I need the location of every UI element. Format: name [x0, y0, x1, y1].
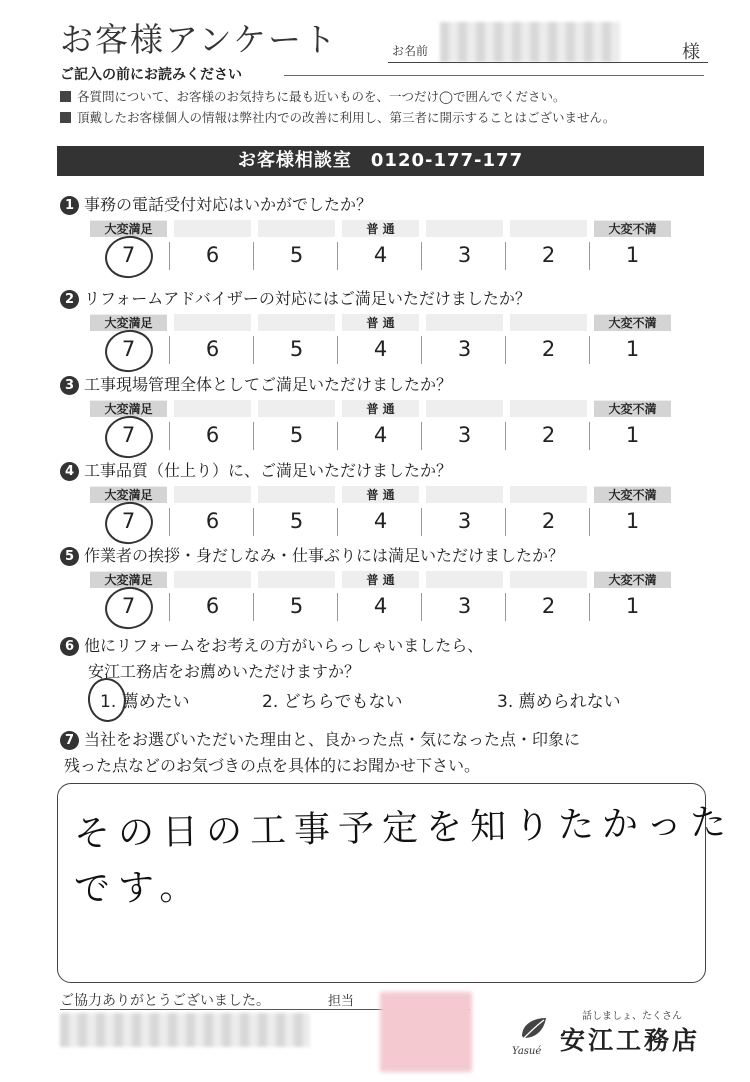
scale-divider — [337, 593, 338, 621]
rating-value: 6 — [205, 337, 220, 361]
scale-bar — [426, 571, 503, 588]
scale-caption: 大変満足 — [90, 401, 167, 417]
rating-value: 7 — [121, 509, 136, 533]
question-6-text-1: 他にリフォームをお考えの方がいらっしゃいましたら、 — [84, 636, 484, 655]
rating-option-5[interactable] — [255, 220, 338, 278]
scale-divider — [169, 422, 170, 450]
rating-value: 4 — [373, 337, 388, 361]
redacted-stamp — [380, 992, 472, 1072]
question-number-badge: 2 — [60, 290, 79, 309]
thanks-message: ご協力ありがとうございました。 — [60, 993, 270, 1009]
scale-caption: 大変満足 — [90, 221, 167, 237]
rating-option-6[interactable] — [171, 571, 254, 629]
scale-caption: 大変満足 — [90, 315, 167, 331]
question-6 — [60, 633, 483, 656]
scale-divider — [169, 593, 170, 621]
rating-value: 1 — [625, 509, 640, 533]
scale-caption: 大変不満 — [594, 221, 671, 237]
scale-divider — [505, 336, 506, 364]
scale-bar — [174, 571, 251, 588]
scale-caption: 大変満足 — [90, 487, 167, 503]
scale-bar — [174, 220, 251, 237]
rating-value: 2 — [541, 594, 556, 618]
notice-rule — [284, 75, 704, 76]
rating-option-1[interactable] — [591, 486, 674, 544]
rating-option-7[interactable] — [87, 400, 170, 458]
rating-value: 2 — [541, 243, 556, 267]
scale-caption: 普 通 — [366, 573, 395, 587]
scale-bar — [426, 400, 503, 417]
leaf-logo-icon — [516, 1012, 550, 1046]
question-1 — [60, 192, 372, 215]
scale-caption: 大変満足 — [90, 572, 167, 588]
rating-option-5[interactable] — [255, 571, 338, 629]
rating-option-3[interactable] — [423, 220, 506, 278]
rating-option-2[interactable] — [507, 400, 590, 458]
rating-value: 1 — [625, 337, 640, 361]
scale-caption: 大変不満 — [594, 401, 671, 417]
rating-value: 5 — [289, 423, 304, 447]
question-4 — [60, 458, 452, 481]
scale-divider — [253, 242, 254, 270]
rating-value: 1 — [625, 243, 640, 267]
rating-option-7[interactable] — [87, 314, 170, 372]
rating-value: 3 — [457, 423, 472, 447]
rating-value: 7 — [121, 423, 136, 447]
rating-value: 4 — [373, 509, 388, 533]
scale-divider — [337, 336, 338, 364]
rating-scale — [87, 400, 674, 458]
question-7-text-1: 当社をお選びいただいた理由と、良かった点・気になった点・印象に — [84, 730, 581, 749]
rating-option-1[interactable] — [591, 571, 674, 629]
rating-value: 7 — [121, 594, 136, 618]
scale-divider — [169, 508, 170, 536]
name-label: お名前 — [392, 44, 429, 58]
rating-value: 3 — [457, 337, 472, 361]
scale-divider — [505, 593, 506, 621]
rating-option-2[interactable] — [507, 486, 590, 544]
scale-caption: 普 通 — [366, 488, 395, 502]
rating-option-3[interactable] — [423, 314, 506, 372]
rating-value: 2 — [541, 509, 556, 533]
scale-divider — [589, 593, 590, 621]
scale-divider — [253, 593, 254, 621]
scale-divider — [253, 336, 254, 364]
company-logo-text: 安江工務店 — [560, 1026, 701, 1055]
rating-value: 5 — [289, 243, 304, 267]
question-2 — [60, 286, 531, 309]
scale-bar — [258, 314, 335, 331]
rating-option-6[interactable] — [171, 400, 254, 458]
question-text: 工事現場管理全体としてご満足いただけましたか？ — [84, 375, 453, 394]
rating-value: 7 — [121, 243, 136, 267]
rating-option-3[interactable] — [423, 571, 506, 629]
scale-bar — [510, 400, 587, 417]
question-3 — [60, 372, 452, 395]
rating-value: 4 — [373, 423, 388, 447]
honorific-label: 様 — [682, 42, 700, 63]
rating-value: 3 — [457, 243, 472, 267]
scale-divider — [253, 422, 254, 450]
customer-support-banner: お客様相談室 0120-177-177 — [57, 146, 704, 176]
question-text: 工事品質（仕上り）に、ご満足いただけましたか？ — [84, 461, 453, 480]
redacted-address — [60, 1013, 310, 1047]
logo-script: Yasué — [512, 1046, 542, 1057]
scale-divider — [589, 508, 590, 536]
scale-bar — [510, 314, 587, 331]
rating-option-4[interactable] — [339, 571, 422, 629]
scale-bar — [510, 571, 587, 588]
rating-option-1[interactable] — [591, 400, 674, 458]
rating-value: 7 — [121, 337, 136, 361]
notice-line-2: 頂戴したお客様個人の情報は弊社内での改善に利用し、第三者に開示することはございません。 — [60, 108, 615, 126]
answer-circle — [86, 676, 128, 724]
scale-bar — [258, 400, 335, 417]
rating-option-5[interactable] — [255, 314, 338, 372]
rating-option-2[interactable] — [507, 314, 590, 372]
scale-divider — [169, 242, 170, 270]
scale-bar — [426, 314, 503, 331]
scale-bar — [174, 314, 251, 331]
rating-value: 4 — [373, 594, 388, 618]
scale-divider — [421, 242, 422, 270]
option-neutral[interactable]: 2. どちらでもない — [262, 692, 403, 712]
rating-option-4[interactable] — [339, 400, 422, 458]
scale-divider — [589, 242, 590, 270]
scale-bar — [258, 486, 335, 503]
rating-scale — [87, 571, 674, 629]
scale-divider — [589, 422, 590, 450]
rating-option-6[interactable] — [171, 314, 254, 372]
rating-value: 3 — [457, 594, 472, 618]
rating-option-1[interactable] — [591, 220, 674, 278]
staff-label: 担当 — [328, 994, 355, 1009]
rating-option-7[interactable] — [87, 571, 170, 629]
rating-option-6[interactable] — [171, 486, 254, 544]
scale-divider — [337, 242, 338, 270]
scale-divider — [421, 336, 422, 364]
rating-option-3[interactable] — [423, 486, 506, 544]
rating-option-7[interactable] — [87, 220, 170, 278]
name-underline — [388, 62, 708, 63]
scale-bar — [510, 220, 587, 237]
scale-bar — [258, 571, 335, 588]
redacted-name — [440, 22, 620, 62]
scale-divider — [253, 508, 254, 536]
rating-option-2[interactable] — [507, 220, 590, 278]
question-number-badge: 7 — [60, 731, 79, 750]
rating-value: 3 — [457, 509, 472, 533]
scale-caption: 普 通 — [366, 222, 395, 236]
scale-caption: 大変不満 — [594, 572, 671, 588]
question-6-text-2: 安江工務店をお薦めいただけますか？ — [88, 662, 361, 681]
rating-option-2[interactable] — [507, 571, 590, 629]
scale-caption: 大変不満 — [594, 315, 671, 331]
company-tagline: 話しましょ、たくさん — [582, 1011, 682, 1022]
question-text: 作業者の挨拶・身だしなみ・仕事ぶりには満足いただけましたか？ — [84, 546, 565, 565]
survey-title: お客様アンケート — [60, 20, 339, 59]
scale-divider — [505, 508, 506, 536]
notice-line-1: 各質問について、お客様のお気持ちに最も近いものを、一つだけ◯で囲んでください。 — [60, 87, 566, 105]
option-recommend[interactable]: 1. 薦めたい — [100, 692, 190, 712]
square-bullet-icon — [60, 91, 71, 102]
question-7 — [60, 727, 580, 750]
rating-option-5[interactable] — [255, 400, 338, 458]
scale-caption: 大変不満 — [594, 487, 671, 503]
rating-value: 4 — [373, 243, 388, 267]
scale-divider — [421, 593, 422, 621]
option-not-recommend[interactable]: 3. 薦められない — [497, 692, 621, 712]
rating-scale — [87, 486, 674, 544]
handwritten-comment-line-1: その日の工事予定を知りたかった — [73, 802, 735, 855]
rating-scale — [87, 314, 674, 372]
scale-caption: 普 通 — [366, 402, 395, 416]
rating-value: 2 — [541, 337, 556, 361]
scale-bar — [426, 220, 503, 237]
question-number-badge: 1 — [60, 196, 79, 215]
rating-scale — [87, 220, 674, 278]
rating-option-3[interactable] — [423, 400, 506, 458]
rating-value: 6 — [205, 594, 220, 618]
question-text: 事務の電話受付対応はいかがでしたか？ — [84, 195, 373, 214]
scale-divider — [589, 336, 590, 364]
rating-option-5[interactable] — [255, 486, 338, 544]
scale-divider — [421, 422, 422, 450]
scale-bar — [174, 400, 251, 417]
rating-option-6[interactable] — [171, 220, 254, 278]
question-7-text-2: 残った点などのお気づきの点を具体的にお聞かせ下さい。 — [64, 756, 481, 775]
rating-value: 1 — [625, 423, 640, 447]
scale-divider — [337, 508, 338, 536]
scale-bar — [426, 486, 503, 503]
scale-divider — [505, 242, 506, 270]
scale-bar — [258, 220, 335, 237]
notice-heading: ご記入の前にお読みください — [60, 67, 242, 83]
question-number-badge: 4 — [60, 462, 79, 481]
rating-value: 6 — [205, 423, 220, 447]
rating-option-7[interactable] — [87, 486, 170, 544]
rating-value: 5 — [289, 337, 304, 361]
rating-value: 2 — [541, 423, 556, 447]
rating-option-1[interactable] — [591, 314, 674, 372]
rating-value: 5 — [289, 594, 304, 618]
rating-value: 6 — [205, 509, 220, 533]
scale-bar — [174, 486, 251, 503]
handwritten-comment-line-2: です。 — [73, 866, 204, 911]
question-number-badge: 6 — [60, 637, 79, 656]
square-bullet-icon — [60, 112, 71, 123]
question-number-badge: 5 — [60, 547, 79, 566]
scale-caption: 普 通 — [366, 316, 395, 330]
rating-value: 6 — [205, 243, 220, 267]
scale-divider — [169, 336, 170, 364]
rating-value: 5 — [289, 509, 304, 533]
rating-option-4[interactable] — [339, 314, 422, 372]
rating-option-4[interactable] — [339, 486, 422, 544]
scale-bar — [510, 486, 587, 503]
scale-divider — [337, 422, 338, 450]
question-text: リフォームアドバイザーの対応にはご満足いただけましたか？ — [84, 289, 531, 308]
question-5 — [60, 543, 564, 566]
rating-value: 1 — [625, 594, 640, 618]
scale-divider — [505, 422, 506, 450]
rating-option-4[interactable] — [339, 220, 422, 278]
question-number-badge: 3 — [60, 376, 79, 395]
scale-divider — [421, 508, 422, 536]
